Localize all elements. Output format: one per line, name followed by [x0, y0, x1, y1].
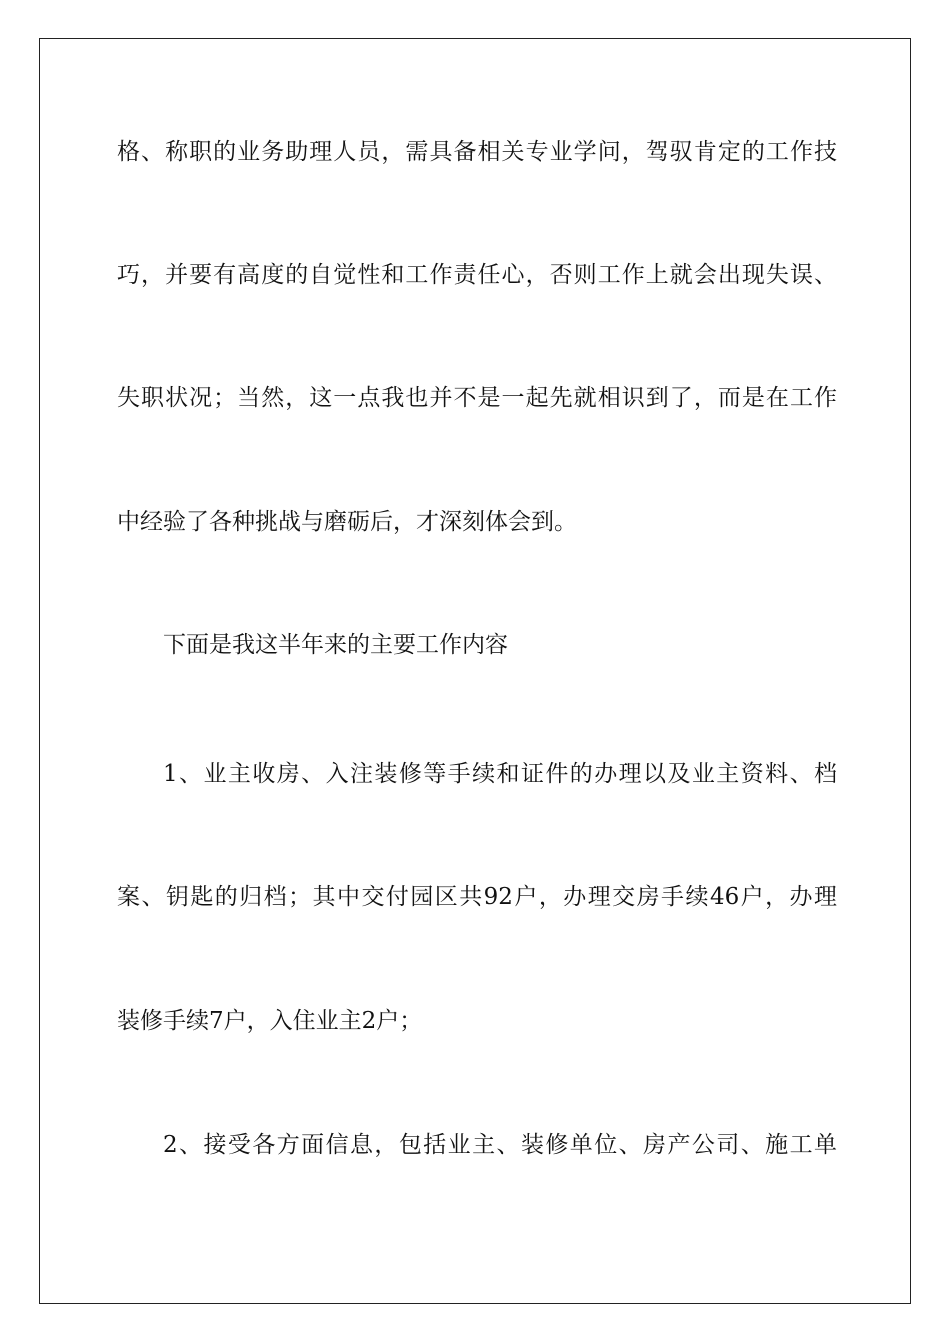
- section-heading: 下面是我这半年来的主要工作内容: [163, 632, 508, 658]
- paragraph-line-2: 巧，并要有高度的自觉性和工作责任心，否则工作上就会出现失误、: [117, 262, 837, 288]
- item-1-line-2: 案、钥匙的归档；其中交付园区共92户，办理交房手续46户，办理: [117, 884, 837, 910]
- item-1-line-3: 装修手续7户，入住业主2户；: [117, 1008, 423, 1034]
- item-2-line-1: 2、接受各方面信息，包括业主、装修单位、房产公司、施工单: [163, 1132, 837, 1158]
- page-border: [39, 38, 911, 1304]
- paragraph-line-4: 中经验了各种挑战与磨砺后，才深刻体会到。: [117, 509, 577, 535]
- paragraph-line-1: 格、称职的业务助理人员，需具备相关专业学问，驾驭肯定的工作技: [117, 139, 837, 165]
- item-1-line-1: 1、业主收房、入注装修等手续和证件的办理以及业主资料、档: [163, 761, 837, 787]
- paragraph-line-3: 失职状况；当然，这一点我也并不是一起先就相识到了，而是在工作: [117, 385, 837, 411]
